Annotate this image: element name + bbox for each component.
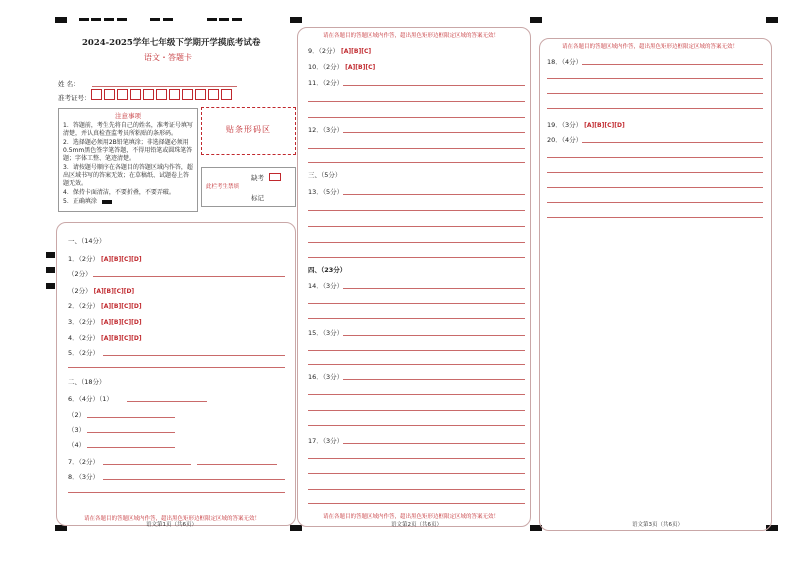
registration-mark [79,18,89,21]
question-5-label: 5．（2分） [68,349,100,357]
answer-line[interactable] [308,410,525,411]
answer-line[interactable] [547,157,763,158]
answer-line[interactable] [103,464,191,465]
notes-box [58,108,198,212]
exam-title: 2024-2025学年七年级下学期开学摸底考试卷 [82,38,261,48]
question-4[interactable] [68,333,142,342]
question-1c[interactable] [68,286,134,295]
absent-checkbox[interactable] [269,173,281,181]
question-10[interactable] [308,62,375,71]
answer-line[interactable] [87,447,175,448]
page-footer-3: 语文第3页（共6页） [632,522,683,528]
answer-line[interactable] [582,64,763,65]
absent-mark-label: 标记 [251,194,264,202]
choice-options[interactable]: [A][B][C][D] [101,335,142,342]
answer-line[interactable] [127,401,207,402]
answer-line[interactable] [308,458,525,459]
choice-options[interactable]: [A][B][C][D] [101,303,142,310]
answer-line[interactable] [308,489,525,490]
boundary-warning: 请在各题目的答题区域内作答，超出黑色矩形边框限定区域的答案无效！ [323,33,500,39]
question-1b-label: （2分） [68,270,92,278]
registration-mark [46,267,55,273]
registration-mark [91,18,101,21]
answer-line[interactable] [308,473,525,474]
question-9[interactable] [308,46,371,55]
answer-line[interactable] [93,276,285,277]
notes-title: 注意事项 [115,112,141,120]
answer-line[interactable] [343,132,525,133]
answer-line[interactable] [68,492,285,493]
absent-note: 此栏考生禁填 [206,184,240,190]
answer-line[interactable] [308,394,525,395]
answer-sheet-subtitle: 语文・答题卡 [144,53,192,62]
answer-line[interactable] [308,318,525,319]
registration-mark [117,18,127,21]
registration-mark [55,17,67,23]
registration-mark [207,18,217,21]
question-1[interactable] [68,254,142,263]
answer-line[interactable] [343,335,525,336]
answer-line[interactable] [308,148,525,149]
question-1b [68,269,92,278]
page-footer-1: 语文第1页（共6页） [146,522,197,528]
notes-item: 5．正确填涂 [63,198,97,205]
answer-line[interactable] [308,242,525,243]
name-field[interactable] [92,86,237,87]
registration-mark [530,17,542,23]
question-7: 7．（2分） [68,458,100,466]
registration-mark [46,283,55,289]
answer-panel-2 [297,27,531,527]
answer-line[interactable] [308,210,525,211]
absent-box [201,167,296,207]
notes-item: 3．请按题号顺序在各题目的答题区域内作答，超出区域书写的答案无效；在草稿纸、试题卷上答题无效。 [63,164,193,187]
answer-line[interactable] [308,303,525,304]
answer-line[interactable] [103,355,285,356]
question-19[interactable] [547,120,625,129]
answer-line[interactable] [547,172,763,173]
answer-line[interactable] [343,379,525,380]
id-label: 准考证号： [58,94,91,102]
answer-line[interactable] [308,503,525,504]
answer-line[interactable] [582,142,763,143]
choice-options[interactable]: [A][B][C][D] [101,319,142,326]
section-3-heading: 三、（5分） [308,171,342,179]
question-1-label: 1．（2分） [68,255,100,263]
question-2[interactable] [68,301,142,310]
boundary-warning: 请在各题目的答题区域内作答，超出黑色矩形边框限定区域的答案无效！ [323,514,500,520]
answer-line[interactable] [197,464,277,465]
boundary-warning: 请在各题目的答题区域内作答，超出黑色矩形边框限定区域的答案无效！ [562,44,739,50]
registration-mark [219,18,229,21]
choice-options[interactable]: [A][B][C] [341,48,372,55]
registration-mark [290,525,302,531]
notes-item: 2．选择题必须用2B铅笔填涂；非选择题必须用0.5mm黑色签字笔答题，不得用铅笔或圆珠笔答题；字体工整、笔迹清楚。 [63,139,193,162]
registration-mark [46,252,55,258]
answer-line[interactable] [547,108,763,109]
question-11: 11．（2分） [308,79,344,87]
filled-sample-mark [102,200,112,204]
choice-options[interactable]: [A][B][C] [345,64,376,71]
answer-line[interactable] [308,364,525,365]
question-9-label: 9．（2分） [308,47,340,55]
registration-mark [290,17,302,23]
answer-line[interactable] [547,217,763,218]
barcode-label: 贴条形码区 [226,125,271,134]
id-number-boxes[interactable] [91,89,241,101]
question-5 [68,348,99,357]
choice-options[interactable]: [A][B][C][D] [584,122,625,129]
question-10-label: 10．（2分） [308,63,344,71]
answer-line[interactable] [343,288,525,289]
question-3[interactable] [68,317,142,326]
question-20: 20．（4分） [547,136,583,144]
answer-line[interactable] [308,162,525,163]
answer-line[interactable] [343,85,525,86]
answer-line[interactable] [547,187,763,188]
answer-panel-3 [539,38,772,531]
barcode-area [201,107,296,155]
answer-line[interactable] [308,257,525,258]
section-4-heading: 四、（23分） [308,266,347,274]
question-6: 6．（4分）（1） [68,395,113,403]
question-8: 8．（3分） [68,473,100,481]
registration-mark [766,17,778,23]
notes-item: 4．保持卡面清洁，不要折叠，不要弄破。 [63,189,175,196]
question-16: 16．（3分） [308,373,344,381]
question-6-part3: （3） [68,426,86,434]
question-6-part2: （2） [68,411,86,419]
answer-line[interactable] [308,226,525,227]
question-2-label: 2．（2分） [68,302,100,310]
question-13: 13．（5分） [308,188,344,196]
answer-line[interactable] [308,117,525,118]
registration-mark [232,18,242,21]
absent-label: 缺考 [251,174,264,182]
answer-line[interactable] [547,78,763,79]
section-2-heading: 二、（18分） [68,378,106,386]
answer-line[interactable] [547,202,763,203]
answer-line[interactable] [343,443,525,444]
choice-options[interactable]: [A][B][C][D] [93,288,135,295]
question-3-label: 3．（2分） [68,318,100,326]
question-15: 15．（3分） [308,329,344,337]
answer-line[interactable] [547,93,763,94]
answer-line[interactable] [308,350,525,351]
notes-item: 1．答题前，考生先将自己的姓名，准考证号填写清楚，并认真检查监考员所粘贴的条形码。 [63,122,193,137]
answer-line[interactable] [308,425,525,426]
choice-options[interactable]: [A][B][C][D] [101,256,142,263]
question-6-part4: （4） [68,441,86,449]
question-14: 14．（3分） [308,282,344,290]
registration-mark [150,18,160,21]
answer-line[interactable] [103,479,285,480]
question-4-label: 4．（2分） [68,334,100,342]
answer-line[interactable] [87,432,175,433]
question-17: 17．（3分） [308,437,344,445]
question-12: 12．（3分） [308,126,344,134]
answer-line[interactable] [87,417,175,418]
name-label: 姓 名： [58,80,80,88]
page-footer-2: 语文第2页（共6页） [391,522,442,528]
answer-line[interactable] [343,194,525,195]
registration-mark [163,18,173,21]
answer-line[interactable] [68,367,285,368]
section-1-heading: 一、（14分） [68,237,106,245]
question-19-label: 19．（3分） [547,121,583,129]
boundary-warning: 请在各题目的答题区域内作答，超出黑色矩形边框限定区域的答案无效！ [84,516,261,522]
question-18: 18．（4分） [547,58,583,66]
registration-mark [104,18,114,21]
answer-line[interactable] [308,101,525,102]
question-1c-label: （2分） [68,287,92,295]
